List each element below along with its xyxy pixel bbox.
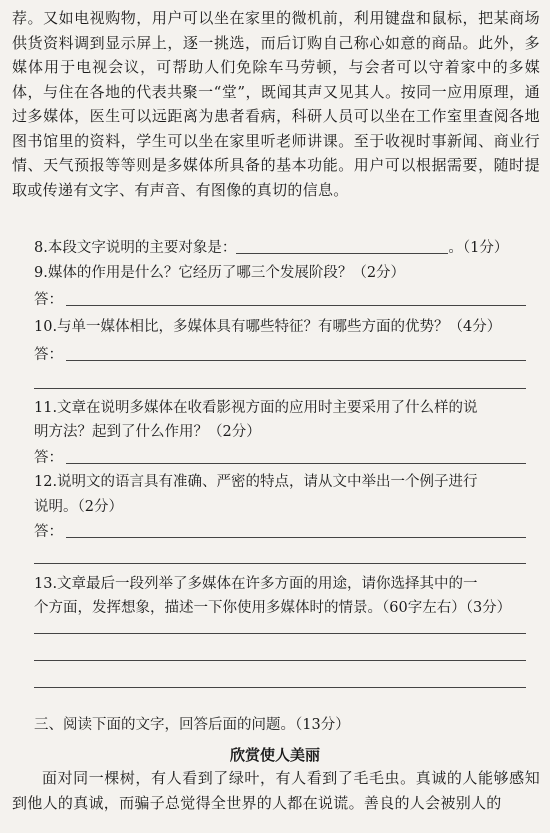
question-11-line-2: 明方法？起到了什么作用？（2分）: [34, 424, 261, 440]
question-13-line-2: 个方面，发挥想象，描述一下你使用多媒体时的情景。（60字左右）（3分）: [34, 600, 512, 616]
question-8-text: 8.本段文字说明的主要对象是：: [34, 240, 237, 256]
answer-label-12: 答：: [34, 524, 63, 540]
passage-paragraph: 荐。又如电视购物，用户可以坐在家里的微机前，利用键盘和鼠标，把某商场供货资料调到显示屏上，逐一挑选，而后订购自己称心如意的商品。此外，多媒体用于电视会议，可帮助人们免除车马劳顿，与会者可以守着家中的多媒体，与住在各地的代表共聚一“堂”，既闻其声又见其人。按同一应用原理，通过多媒体，医生可以远距离为患者看病，科研人员可以坐在工作室里查阅各地图书馆里的资料，学生可以坐在家里听老师讲课。至于收视时事新闻、商业行情、天气预报等等则是多媒体所具备的基本功能。用户可以根据需要，随时提取或传递有文字、有声音、有图像的真切的信息。: [12, 9, 540, 199]
question-12-line-1: 12.说明文的语言具有准确、严密的特点，请从文中举出一个例子进行: [34, 474, 478, 490]
question-13-line-1: 13.文章最后一段列举了多媒体在许多方面的用途，请你选择其中的一: [34, 576, 478, 592]
answer-line[interactable]: [66, 305, 526, 306]
question-12-line-2: 说明。（2分）: [34, 499, 123, 515]
essay-paragraph: 面对同一棵树，有人看到了绿叶，有人看到了毛毛虫。真诚的人能够感知到他人的真诚，而骗子总觉得全世界的人都在说谎。善良的人会被别人的: [12, 769, 540, 812]
question-8-score: 。（1分）: [448, 240, 509, 256]
question-10: 10.与单一媒体相比，多媒体具有哪些特征？有哪些方面的优势？（4分）: [34, 319, 502, 335]
answer-line[interactable]: [34, 633, 526, 634]
answer-label-11: 答：: [34, 450, 63, 466]
answer-label-9: 答：: [34, 292, 63, 308]
answer-line[interactable]: [34, 563, 526, 564]
answer-line[interactable]: [66, 537, 526, 538]
answer-label-10: 答：: [34, 347, 63, 363]
answer-line[interactable]: [66, 463, 526, 464]
question-8-blank[interactable]: [236, 239, 448, 254]
essay-title: 欣赏使人美丽: [229, 746, 320, 764]
answer-line[interactable]: [34, 687, 526, 688]
question-8: [34, 238, 508, 258]
answer-line[interactable]: [34, 660, 526, 661]
question-11-line-1: 11.文章在说明多媒体在收看影视方面的应用时主要采用了什么样的说: [34, 400, 478, 416]
answer-line[interactable]: [34, 388, 526, 389]
answer-line[interactable]: [66, 360, 526, 361]
question-9: 9.媒体的作用是什么？它经历了哪三个发展阶段？（2分）: [34, 265, 406, 281]
section-3-heading: 三、阅读下面的文字，回答后面的问题。（13分）: [34, 717, 350, 733]
